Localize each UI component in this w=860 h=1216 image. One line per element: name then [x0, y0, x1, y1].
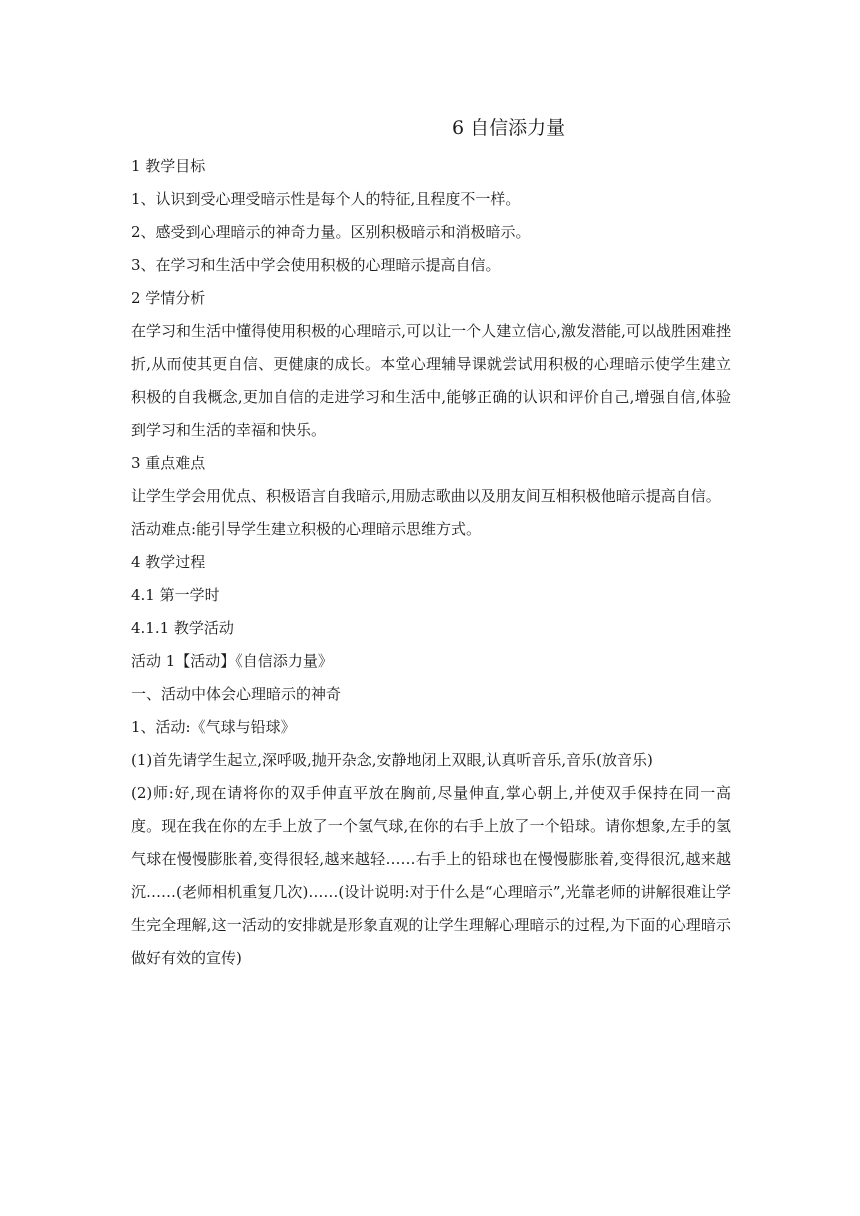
section-heading-teaching-goals: 1 教学目标: [131, 157, 206, 175]
subsection-heading-teaching-activity: 4.1.1 教学活动: [131, 619, 234, 637]
goal-item-2: 2、感受到心理暗示的神奇力量。区别积极暗示和消极暗示。: [131, 223, 531, 241]
student-analysis-paragraph: 在学习和生活中懂得使用积极的心理暗示,可以让一个人建立信心,激发潜能,可以战胜困难挫折,从而使其更自信、更健康的成长。本堂心理辅导课就尝试用积极的心理暗示使学生建立积极的自我概念,更加自信的走进学习和生活中,能够正确的认识和评价自己,增强自信,体验到学习和生活的幸福和快乐。: [131, 322, 731, 439]
section-heading-teaching-process: 4 教学过程: [131, 553, 206, 571]
goal-item-3: 3、在学习和生活中学会使用积极的心理暗示提高自信。: [131, 256, 501, 274]
section-heading-student-analysis: 2 学情分析: [131, 289, 206, 307]
goal-item-1: 1、认识到受心理受暗示性是每个人的特征,且程度不一样。: [131, 190, 521, 208]
activity-step-1: (1)首先请学生起立,深呼吸,抛开杂念,安静地闭上双眼,认真听音乐,音乐(放音乐): [131, 751, 653, 769]
activity-step-2: (2)师:好,现在请将你的双手伸直平放在胸前,尽量伸直,掌心朝上,并使双手保持在同一高度。现在我在你的左手上放了一个氢气球,在你的右手上放了一个铅球。请你想象,左手的氢气球在慢慢膨胀着,变得很轻,越来越轻……右手上的铅球也在慢慢膨胀着,变得很沉,越来越沉……(老师相机重复几次)……(设计说明:对于什么是“心理暗示”,光靠老师的讲解很难让学生完全理解,这一活动的安排就是形象直观的让学生理解心理暗示的过程,为下面的心理暗示做好有效的宣传): [131, 784, 731, 967]
activity-title: 活动 1【活动】《自信添力量》: [131, 652, 333, 670]
activity-part-heading: 一、活动中体会心理暗示的神奇: [131, 685, 342, 703]
subsection-heading-first-period: 4.1 第一学时: [131, 586, 220, 604]
document-body: [131, 150, 731, 975]
section-heading-key-points: 3 重点难点: [131, 454, 206, 472]
activity-difficulty-paragraph: 活动难点:能引导学生建立积极的心理暗示思维方式。: [131, 520, 482, 538]
key-points-paragraph: 让学生学会用优点、积极语言自我暗示,用励志歌曲以及朋友间互相积极他暗示提高自信。: [131, 487, 721, 505]
activity-name: 1、活动:《气球与铅球》: [131, 718, 296, 736]
document-title: 6 自信添力量: [452, 117, 566, 139]
